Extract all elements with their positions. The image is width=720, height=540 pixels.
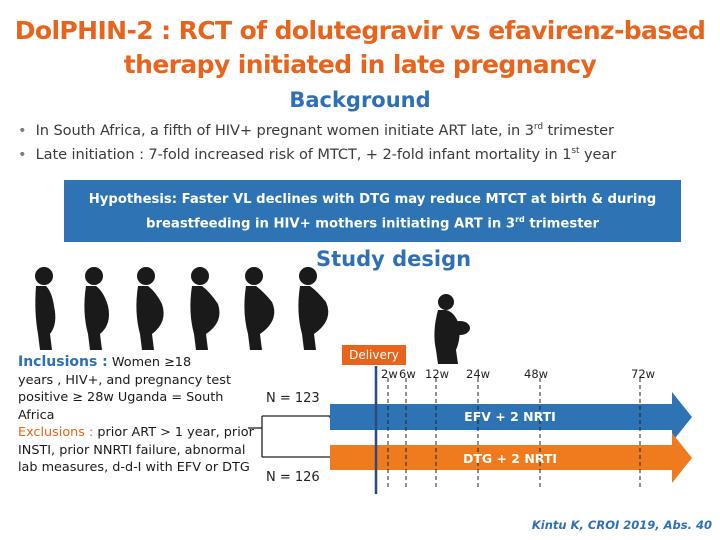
title-line-1: DolPHIN-2 : RCT of dolutegravir vs efavirenz-based [14, 16, 706, 45]
citation: Kintu K, CROI 2019, Abs. 40 [531, 518, 712, 532]
bullet-sup: st [571, 146, 580, 157]
bullet-text-end: year [579, 146, 617, 163]
delivery-label: Delivery [342, 345, 406, 365]
bullet-dot: • [18, 122, 27, 139]
dtg-arm-label: DTG + 2 NRTI [462, 451, 558, 466]
week-label-2w: 2w [381, 367, 398, 381]
week-label-72w: 72w [631, 367, 656, 381]
bullet-text-end: trimester [542, 122, 614, 139]
inclusions-text: years , HIV+, and pregnancy test positive ≥ 28w Uganda = South Africa [18, 372, 231, 423]
bullet-text: In South Africa, a fifth of HIV+ pregnant women initiate ART late, in 3 [35, 122, 534, 139]
week-label-24w: 24w [466, 367, 491, 381]
section-heading-study-design: Study design [316, 247, 472, 271]
week-label-48w: 48w [524, 367, 549, 381]
exclusions-label: Exclusions : [18, 425, 94, 440]
bullet-text: Late initiation : 7-fold increased risk of MTCT, + 2-fold infant mortality in 1 [35, 146, 572, 163]
bullet-dot: • [18, 146, 27, 163]
week-label-6w: 6w [399, 367, 416, 381]
week-markers [388, 378, 640, 488]
title-line-2: therapy initiated in late pregnancy [123, 50, 597, 79]
inclusions-first: Women ≥18 [107, 355, 192, 370]
bullet-sup: rd [533, 122, 543, 133]
hypothesis-text: breastfeeding in HIV+ mothers initiating ART in 3 [146, 216, 516, 232]
hypothesis-line-1: Hypothesis: Faster VL declines with DTG may reduce MTCT at birth & during [88, 192, 657, 207]
dtg-arm-n: N = 126 [266, 470, 320, 485]
week-label-12w: 12w [425, 367, 450, 381]
exclusions-text: prior ART > 1 year, prior INSTI, prior NNRTI failure, abnormal lab measures, d-d-I with EFV or DTG [18, 425, 254, 475]
section-heading-background: Background [289, 88, 431, 112]
hypothesis-sup: rd [515, 215, 525, 224]
inclusions-label: Inclusions : [18, 354, 108, 370]
efv-arm-label: EFV + 2 NRTI [464, 409, 556, 424]
hypothesis-text-end: trimester [524, 216, 599, 232]
efv-arm-n: N = 123 [266, 391, 320, 406]
